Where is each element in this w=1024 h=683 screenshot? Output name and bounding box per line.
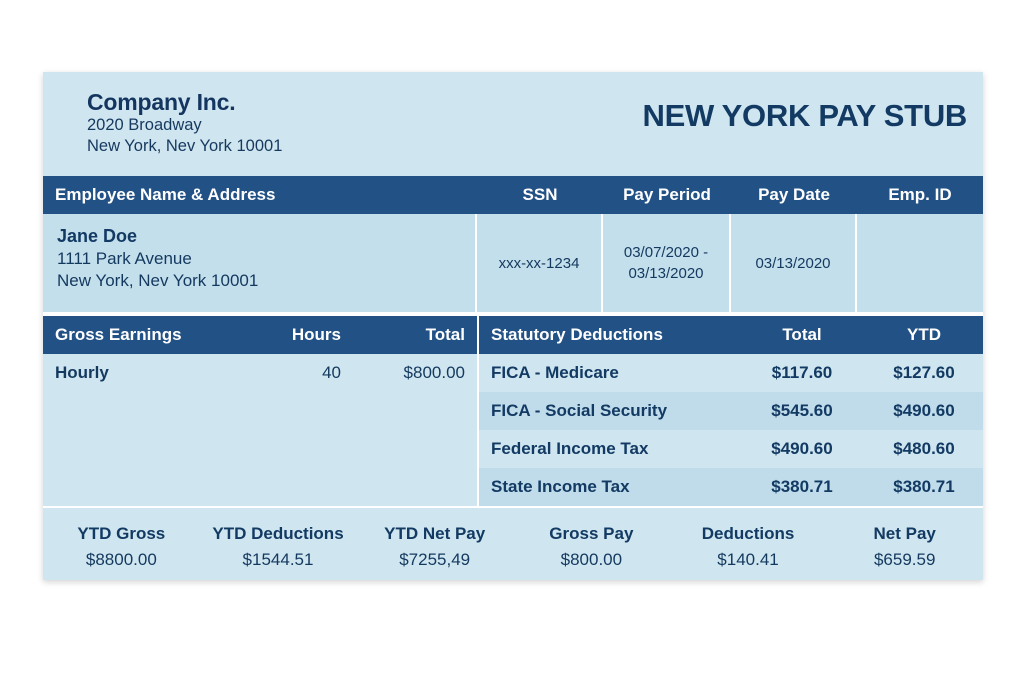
deduction-total: $117.60	[771, 363, 833, 382]
totals-section	[43, 506, 983, 580]
total-value: $1544.51	[242, 550, 314, 569]
employee-block	[43, 214, 477, 312]
employee-info-header-row	[43, 176, 983, 214]
total-net-pay	[826, 521, 983, 573]
deduction-total: $490.60	[771, 439, 833, 458]
earnings-header-hours: Hours	[291, 325, 341, 344]
deduction-ytd: $490.60	[893, 401, 955, 420]
total-label: Gross Pay	[549, 524, 634, 543]
document-header	[43, 72, 983, 176]
deduction-ytd: $127.60	[893, 363, 955, 382]
header-employee: Employee Name & Address	[55, 185, 276, 204]
total-label: YTD Gross	[77, 524, 166, 543]
earnings-header-total: Total	[425, 325, 465, 344]
table-row	[479, 392, 983, 430]
earnings-table	[43, 316, 479, 506]
total-label: YTD Deductions	[212, 524, 344, 543]
deduction-name: State Income Tax	[491, 477, 630, 496]
total-label: YTD Net Pay	[384, 524, 486, 543]
earnings-deductions-section	[43, 314, 983, 506]
table-row	[479, 468, 983, 506]
earnings-total: $800.00	[403, 363, 465, 382]
total-label: Deductions	[701, 524, 795, 543]
deduction-total: $380.71	[771, 477, 833, 496]
total-label: Net Pay	[873, 524, 936, 543]
deduction-name: Federal Income Tax	[491, 439, 649, 458]
deduction-ytd: $480.60	[893, 439, 955, 458]
company-address-line2: New York, Nev York 10001	[87, 137, 283, 155]
pay-stub-document	[43, 72, 983, 580]
earnings-filler	[43, 392, 477, 506]
employee-emp-id	[857, 214, 983, 312]
earnings-hours: 40	[322, 363, 341, 382]
header-ssn: SSN	[522, 185, 558, 204]
total-ytd-net-pay	[356, 521, 513, 573]
employee-ssn: xxx-xx-1234	[477, 214, 603, 312]
table-row	[479, 430, 983, 468]
employee-info-row	[43, 214, 983, 314]
company-address-line1: 2020 Broadway	[87, 116, 202, 134]
table-row	[479, 354, 983, 392]
header-pay-period: Pay Period	[623, 185, 711, 204]
total-value: $659.59	[873, 550, 936, 569]
page-title: NEW YORK PAY STUB	[642, 98, 967, 133]
deductions-header-total: Total	[782, 325, 822, 344]
total-deductions	[670, 521, 827, 573]
earnings-type: Hourly	[55, 363, 109, 382]
total-ytd-deductions	[200, 521, 357, 573]
earnings-header-type: Gross Earnings	[55, 325, 182, 344]
employee-address-line1: 1111 Park Avenue	[57, 249, 192, 268]
header-pay-date: Pay Date	[758, 185, 830, 204]
employee-name: Jane Doe	[57, 226, 138, 246]
deduction-name: FICA - Social Security	[491, 401, 668, 420]
deductions-header-ytd: YTD	[907, 325, 941, 344]
employee-pay-period: 03/07/2020 - 03/13/2020	[603, 214, 731, 312]
company-block	[87, 89, 282, 157]
total-value: $800.00	[560, 550, 623, 569]
table-row	[43, 354, 477, 392]
company-name: Company Inc.	[87, 89, 236, 115]
deductions-header-name: Statutory Deductions	[491, 325, 663, 344]
deductions-header-row	[479, 316, 983, 354]
deduction-name: FICA - Medicare	[491, 363, 619, 382]
earnings-header-row	[43, 316, 477, 354]
total-ytd-gross	[43, 521, 200, 573]
total-value: $7255,49	[399, 550, 471, 569]
deduction-ytd: $380.71	[893, 477, 955, 496]
employee-pay-date: 03/13/2020	[731, 214, 857, 312]
deductions-table	[479, 316, 983, 506]
total-gross-pay	[513, 521, 670, 573]
total-value: $8800.00	[85, 550, 157, 569]
total-value: $140.41	[717, 550, 779, 569]
deduction-total: $545.60	[771, 401, 833, 420]
employee-address-line2: New York, Nev York 10001	[57, 271, 259, 290]
header-emp-id: Emp. ID	[888, 185, 952, 204]
